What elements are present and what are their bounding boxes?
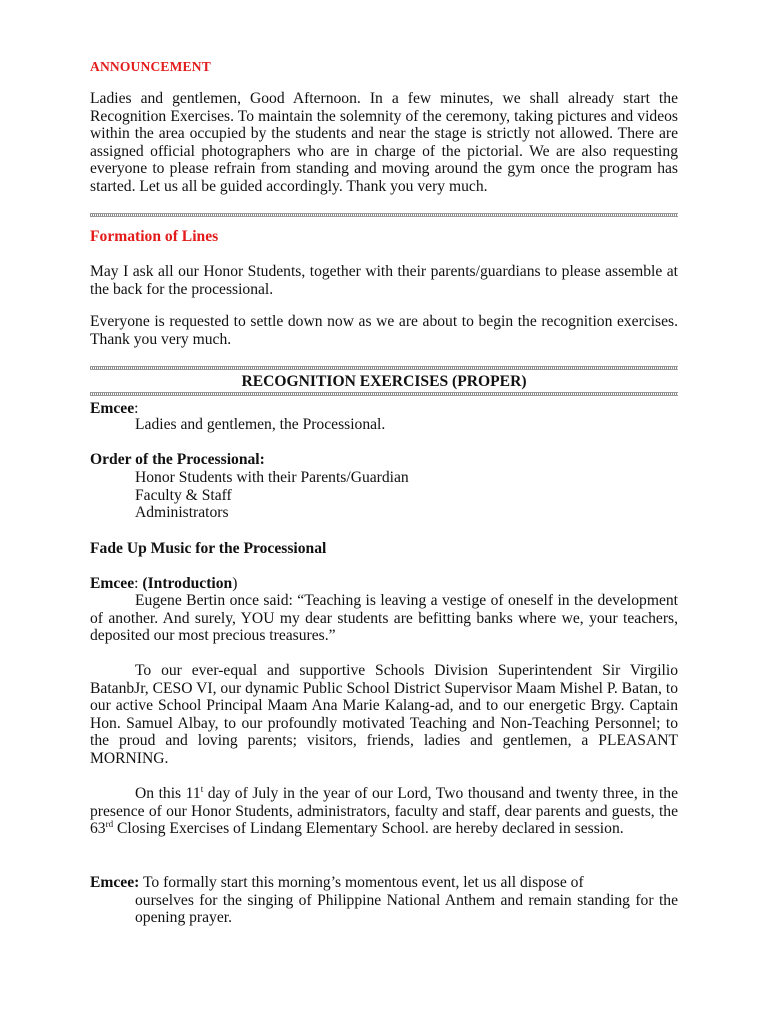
session-paragraph: On this 11$^t$ day of July in the year of our Lord, Two thousand and twenty three, in the presence of our Honor Students, administrators, faculty and staff, dear parents and guests, the 63rd Closing Exercises of Lindang Elementary School. are hereby declared in session. [90,783,679,838]
divider-line [90,213,678,217]
list-item: Faculty & Staff [135,486,232,504]
recognition-heading: RECOGNITION EXERCISES (PROPER) [241,373,527,390]
formation-heading: Formation of Lines [90,228,219,245]
fade-music-heading: Fade Up Music for the Processional [90,540,327,557]
formation-paragraph-2: Everyone is requested to settle down now as we are about to begin the recognition exercises. Thank you very much. [90,313,678,348]
order-heading: Order of the Processional: [90,451,265,468]
announcement-heading: ANNOUNCEMENT [90,59,211,74]
quote-paragraph: Eugene Bertin once said: “Teaching is leaving a vestige of oneself in the development of another. And surely, YOU my dear students are befitting banks where we, your teachers, deposited our most precious treasures.” [90,592,678,645]
emcee-processional-line: Ladies and gentlemen, the Processional. [135,416,386,433]
formation-paragraph-1: May I ask all our Honor Students, together with their parents/guardians to please assemble at the back for the processional. [90,263,678,298]
divider-line [90,366,678,370]
list-item: Administrators [135,504,229,522]
greeting-paragraph: To our ever-equal and supportive Schools Division Superintendent Sir Virgilio BatanbJr, CESO VI, our dynamic Public School District Supervisor Maam Mishel P. Batan, to our active School Principal Maam Ana Marie Kalang-ad, and to our energetic Brgy. Captain Hon. Samuel Albay, to our profoundly motivated Teaching and Non-Teaching Personnel; to the proud and loving parents; visitors, friends, ladies and gentlemen, a PLEASANT MORNING. [90,662,678,767]
list-item: Honor Students with their Parents/Guardian [135,469,409,486]
introduction-heading: Emcee: (Introduction) [90,575,238,592]
order-list [135,469,409,522]
emcee-label: Emcee: [90,400,139,417]
divider-line [90,392,678,396]
announcement-body: Ladies and gentlemen, Good Afternoon. In a few minutes, we shall already start the Recognition Exercises. To maintain the solemnity of the ceremony, taking pictures and videos within the area occupied by the students and near the stage is strictly not allowed. There are assigned official photographers who are in charge of the pictorial. We are also requesting everyone to please refrain from standing and moving around the gym once the program has started. Let us all be guided accordingly. Thank you very much. [90,90,678,195]
anthem-paragraph: Emcee: To formally start this morning’s momentous event, let us all dispose of ourselves for the singing of Philippine National Anthem and remain standing for the opening prayer. [90,874,678,927]
